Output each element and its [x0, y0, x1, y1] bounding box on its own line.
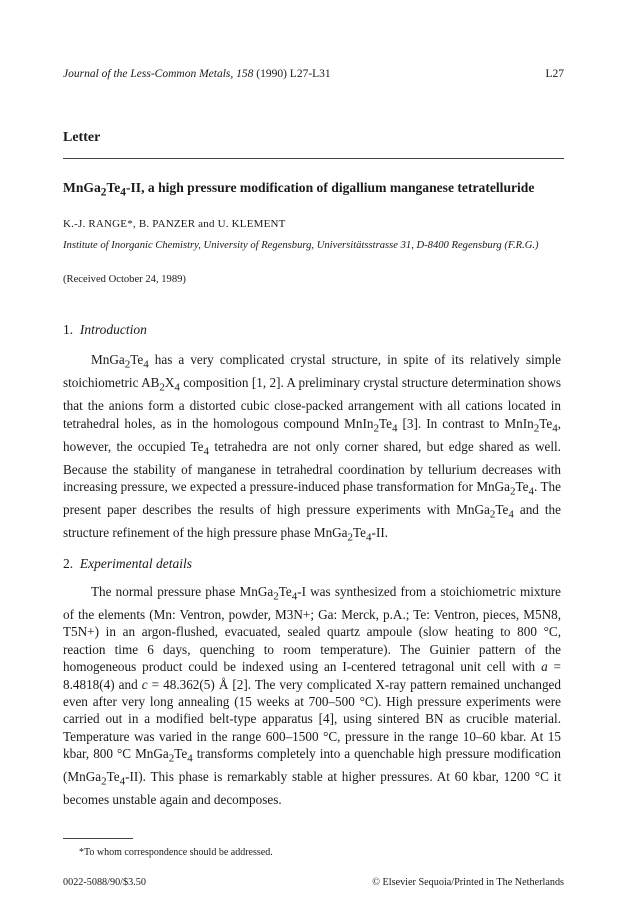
- journal-name: Journal of the Less-Common Metals,: [63, 68, 234, 80]
- article-type: Letter: [63, 130, 101, 145]
- section-heading-introduction: 1. Introduction: [63, 322, 147, 337]
- journal-volume: 158: [236, 68, 254, 80]
- running-header: [63, 68, 564, 80]
- paragraph-introduction: $MnGa_2Te_4$ has a very complicated crystal structure, in spite of its relatively simple stoichiometric $AB_2X_4$ composition [1, 2]. A preliminary crystal structure determination shows that the anions form a distorted cubic close-packed arrangement with all cations located in tetrahedral holes, as in the homologous compound $MnIn_2Te_4$ [3]. In contrast to $MnIn_2Te_4$, however, the occupied $Te_4$ tetrahedra are not only corner shared, but edge shared as well. Because the stability of manganese in tetrahedral coordination by tellurium decreases with increasing pressure, we expected a pressure-induced phase transformation for $MnGa_2Te_4$. The present paper describes the results of high pressure experiments with $MnGa_2Te_4$ and the structure refinement of the high pressure phase $MnGa_2Te_4-II$.: [63, 352, 562, 544]
- footnote: *To whom correspondence should be addressed.: [79, 847, 273, 858]
- affiliation: Institute of Inorganic Chemistry, University of Regensburg, Universitätsstrasse 31, D-8400 Regensburg (F.R.G.): [63, 240, 539, 251]
- authors: K.-J. RANGE*, B. PANZER and U. KLEMENT: [63, 218, 286, 230]
- journal-year-pages: (1990) L27-L31: [256, 68, 331, 80]
- received-date: (Received October 24, 1989): [63, 274, 186, 285]
- section-heading-experimental: 2. Experimental details: [63, 556, 192, 571]
- footnote-rule: [63, 838, 133, 839]
- paragraph-experimental: The normal pressure phase $MnGa_2Te_4-I$ was synthesized from a stoichiometric mixture of the elements (Mn: Ventron, powder, M3N+; Ga: Merck, p.A.; Te: Ventron, pieces, M5N8, T5N+) in an argon-flushed, evacuated, sealed quartz ampoule (slow heating to 800 °C, reaction time 6 days, quenching to room temperature). The Guinier pattern of the homogeneous product could be indexed using an I-centered tetragonal unit cell with a = 8.4818(4) and c = 48.362(5) Å [2]. The very complicated X-ray pattern remained unchanged even after very long annealing (15 weeks at 700–500 °C). High pressure experiments were carried out in a modified belt-type apparatus [4], using sintered BN as crucible material. Temperature was varied in the range 600–1500 °C, pressure in the range 10–60 kbar. At 15 kbar, 800 °C $MnGa_2Te_4$ transforms completely into a quenchable high pressure modification $(MnGa_2Te_4-II)$. This phase is remarkably stable at higher pressures. At 60 kbar, 1200 °C it becomes unstable again and decomposes.: [63, 584, 562, 808]
- issn-price: 0022-5088/90/$3.50: [63, 877, 146, 888]
- page-footer: [63, 877, 564, 888]
- publisher-line: © Elsevier Sequoia/Printed in The Netherlands: [372, 877, 564, 888]
- journal-citation: [63, 68, 331, 80]
- page-number: L27: [545, 68, 564, 80]
- article-title: $MnGa_2Te_4-II$, a high pressure modification of digallium manganese tetratelluride: [63, 180, 535, 199]
- header-rule: [63, 158, 564, 159]
